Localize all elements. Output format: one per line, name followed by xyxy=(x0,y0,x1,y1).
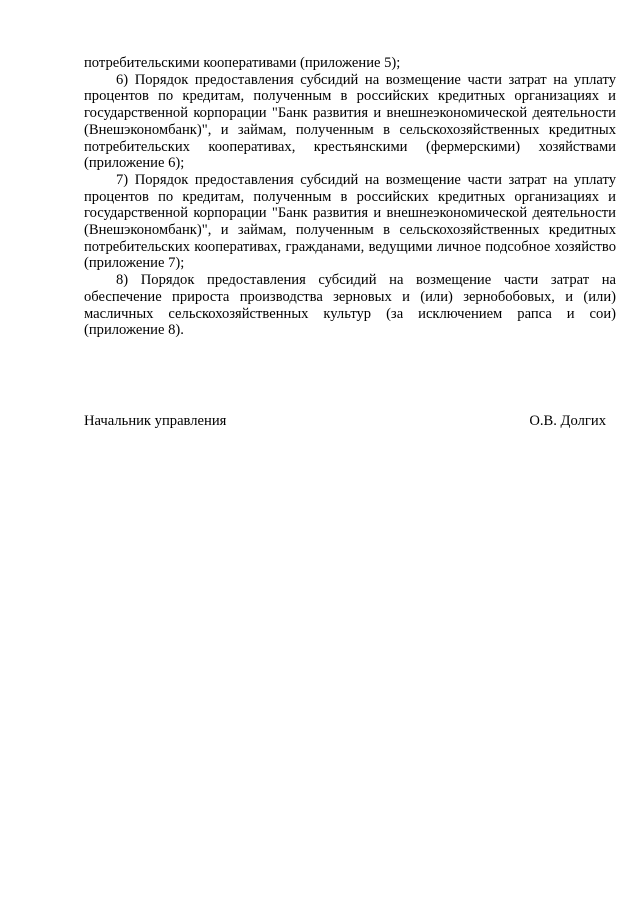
paragraph-item-6: 6) Порядок предоставления субсидий на возмещение части затрат на уплату процентов по кредитам, полученным в российских кредитных организациях и государственной корпорации "Банк развития и внешнеэкономической деятельности (Внешэкономбанк)", и займам, полученным в сельскохозяйственных кредитных потребительских кооперативах, крестьянскими (фермерскими) хозяйствами (приложение 6); xyxy=(84,71,616,172)
signature-block xyxy=(84,413,606,430)
paragraph-continuation: потребительскими кооперативами (приложение 5); xyxy=(84,55,401,71)
document-body xyxy=(84,55,616,339)
paragraph-item-8: 8) Порядок предоставления субсидий на возмещение части затрат на обеспечение прироста производства зерновых и (или) зернобобовых, и (или) масличных сельскохозяйственных культур (за исключением рапса и сои) (приложение 8). xyxy=(84,272,616,339)
signatory-name: О.В. Долгих xyxy=(529,413,606,429)
paragraph-item-7: 7) Порядок предоставления субсидий на возмещение части затрат на уплату процентов по кредитам, полученным в российских кредитных организациях и государственной корпорации "Банк развития и внешнеэкономической деятельности (Внешэкономбанк)", и займам, полученным в сельскохозяйственных кредитных потребительских кооперативах, гражданами, ведущими личное подсобное хозяйство (приложение 7); xyxy=(84,171,616,272)
signatory-position: Начальник управления xyxy=(84,413,227,429)
